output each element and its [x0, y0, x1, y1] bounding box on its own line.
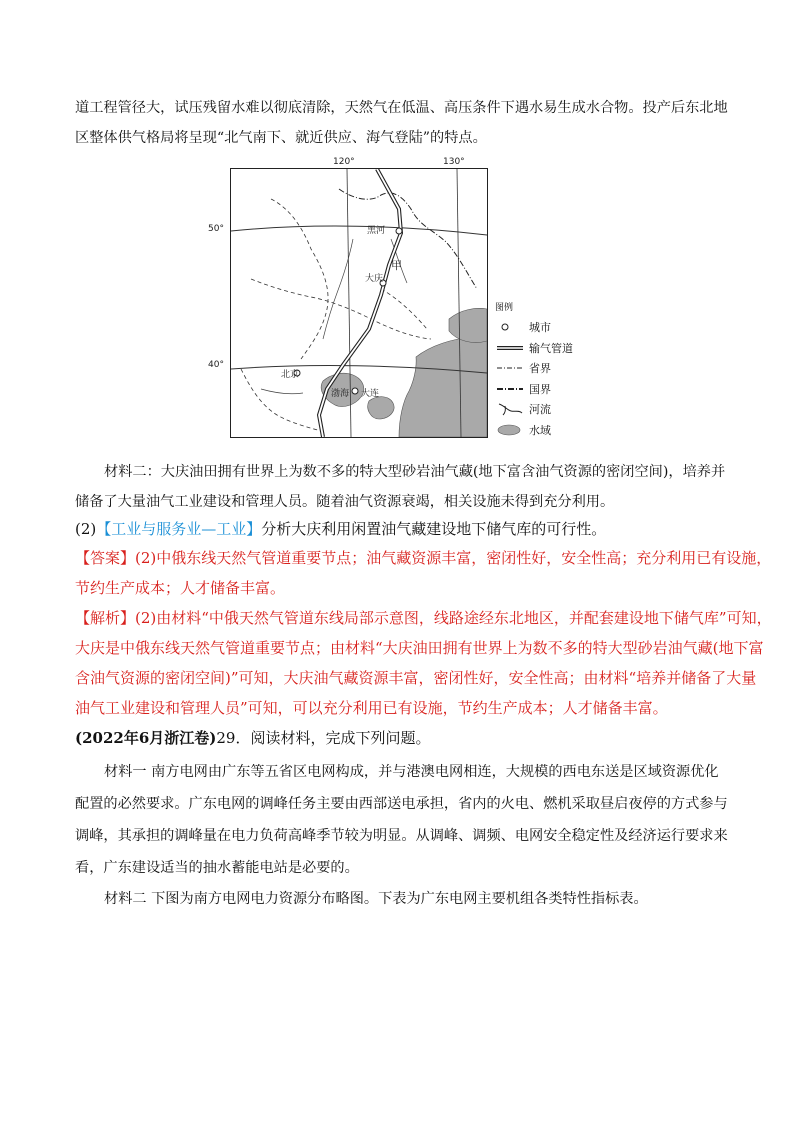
- yellow-sea-water: [399, 337, 487, 437]
- answer-line: 【答案】(2)中俄东线天然气管道重要节点；油气藏资源丰富，密闭性好，安全性高；充分利用已有设施，: [75, 549, 772, 567]
- city-label-heihe: 黑河: [367, 226, 386, 236]
- city-label-daqing: 大庆: [365, 274, 384, 284]
- city-label-dalian: 大连: [361, 389, 380, 399]
- lat-label: 50°: [208, 224, 224, 234]
- answer-line: 节约生产成本；人才储备丰富。: [75, 579, 286, 597]
- paragraph-line: 区整体供气格局将呈现“北气南下、就近供应、海气登陆”的特点。: [75, 130, 487, 146]
- parallel-50: [231, 226, 487, 235]
- river-icon: [497, 402, 523, 416]
- material-one-line: 材料一 南方电网由广东等五省区电网构成，并与港澳电网相连，大规模的西电东送是区域资源优化: [104, 764, 719, 780]
- pipeline-icon: [497, 343, 523, 353]
- material-one-line: 看，广东建设适当的抽水蓄能电站是必要的。: [75, 860, 359, 876]
- legend-item: [495, 420, 595, 441]
- lon-label: 130°: [443, 157, 465, 167]
- legend-item: [495, 358, 595, 379]
- river: [261, 389, 303, 394]
- city-label-beijing: 北京: [281, 370, 300, 380]
- question-line: [75, 519, 606, 539]
- legend-label: 城市: [529, 321, 551, 335]
- legend-item: [495, 338, 595, 359]
- material-two-line: 储备了大量油气工业建设和管理人员。随着油气资源衰竭，相关设施未得到充分利用。: [75, 494, 615, 510]
- province-border: [271, 199, 328, 359]
- legend-label: 国界: [529, 382, 551, 396]
- map-legend: [495, 300, 595, 440]
- lat-label: 40°: [208, 360, 224, 370]
- province-border: [381, 289, 427, 329]
- national-border: [339, 189, 477, 289]
- analysis-line: 【解析】(2)由材料“中俄天然气管道东线局部示意图，线路途经东北地区，并配套建设地下储气库”可知，: [75, 609, 772, 627]
- legend-label: 省界: [529, 362, 551, 376]
- map-graphic: [231, 169, 487, 437]
- exam-source: (2022年6月浙江卷): [75, 729, 217, 747]
- question-number: (2): [75, 520, 97, 538]
- source-line: [75, 728, 430, 748]
- material-two-intro: 材料二 下图为南方电网电力资源分布略图。下表为广东电网主要机组各类特性指标表。: [104, 891, 648, 907]
- question-intro: 29．阅读材料，完成下列问题。: [216, 729, 431, 747]
- analysis-line: 大庆是中俄东线天然气管道重要节点；由材料“大庆油田拥有世界上为数不多的特大型砂岩油气藏(地下富: [75, 639, 764, 657]
- sea-label-bohai: 渤海: [331, 389, 350, 399]
- province-border: [251, 279, 431, 339]
- legend-title: 图例: [495, 303, 514, 313]
- legend-item: [495, 317, 595, 338]
- material-two-line: 材料二：大庆油田拥有世界上为数不多的特大型砂岩油气藏(地下富含油气资源的密闭空间)，培养并: [104, 464, 726, 480]
- water-icon: [497, 424, 523, 436]
- province-border-icon: [497, 363, 523, 373]
- city-icon: [497, 322, 523, 332]
- analysis-line: 含油气资源的密闭空间)”可知，大庆油气藏资源丰富，密闭性好，安全性高；由材料“培养并储备了大量: [75, 669, 757, 687]
- lon-label: 120°: [333, 157, 355, 167]
- legend-item: [495, 379, 595, 400]
- national-border-icon: [497, 384, 523, 394]
- city-marker-dalian: [352, 388, 358, 394]
- material-one-line: 调峰，其承担的调峰量在电力负荷高峰季节较为明显。从调峰、调频、电网安全稳定性及经济运行要求来: [75, 828, 728, 844]
- city-marker-heihe: [396, 228, 402, 234]
- legend-label: 水域: [529, 423, 551, 437]
- legend-label: 河流: [529, 403, 551, 417]
- legend-label: 输气管道: [529, 341, 573, 355]
- jia-label: 甲: [391, 259, 402, 272]
- legend-item: [495, 399, 595, 420]
- question-text: 分析大庆利用闲置油气藏建设地下储气库的可行性。: [261, 520, 607, 538]
- bay-water: [368, 397, 394, 419]
- analysis-line: 油气工业建设和管理人员”可知，可以充分利用已有设施，节约生产成本；人才储备丰富。: [75, 699, 668, 717]
- material-one-line: 配置的必然要求。广东电网的调峰任务主要由西部送电承担，省内的火电、燃机采取昼启夜停的方式参与: [75, 796, 728, 812]
- question-tag: 【工业与服务业—工业】: [96, 520, 262, 538]
- east-sea-water: [449, 308, 487, 342]
- pipeline-map: [230, 168, 488, 438]
- paragraph-line: 道工程管径大，试压残留水难以彻底清除，天然气在低温、高压条件下遇水易生成水合物。投产后东北地: [75, 100, 728, 116]
